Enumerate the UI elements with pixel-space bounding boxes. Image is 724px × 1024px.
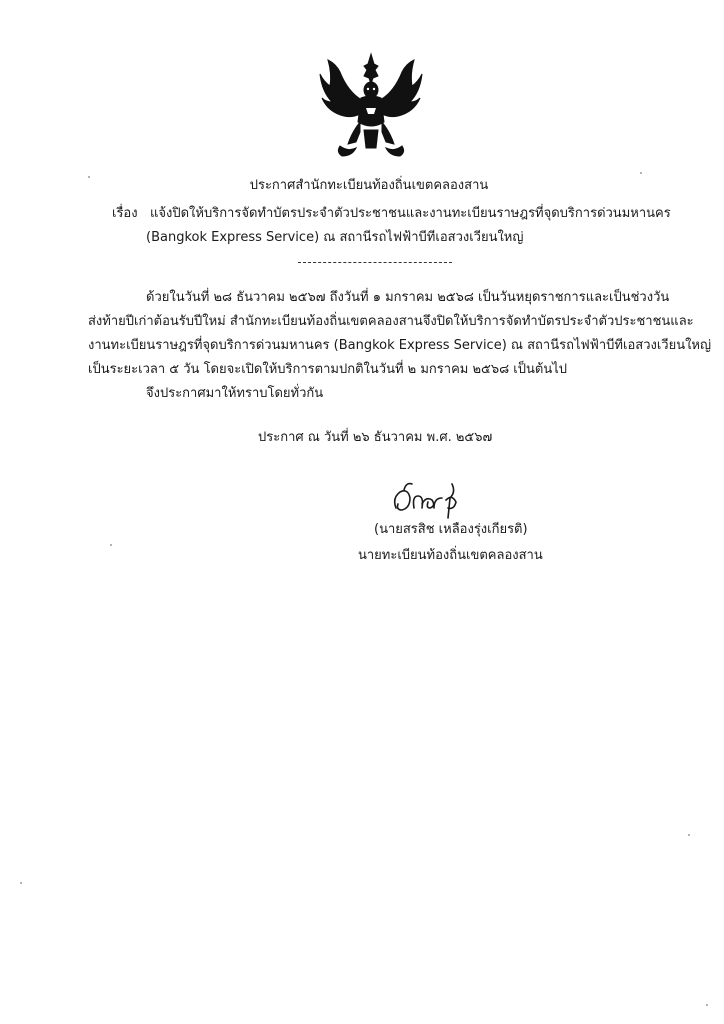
- subject-text-line-2: (Bangkok Express Service) ณ สถานีรถไฟฟ้าบีทีเอสวงเวียนใหญ่: [146, 230, 524, 245]
- body-paragraph: [88, 286, 712, 382]
- scan-speck: [706, 1004, 708, 1006]
- announcement-heading: ประกาศสำนักทะเบียนท้องถิ่นเขตคลองสาน: [249, 178, 489, 193]
- signer-name: (นายสรสิช เหลืองรุ่งเกียรติ): [374, 522, 528, 537]
- body-line-3: งานทะเบียนราษฎรที่จุดบริการด่วนมหานคร (Bangkok Express Service) ณ สถานีรถไฟฟ้าบีทีเอสวงเวียนใหญ่: [88, 338, 712, 353]
- closing-statement: จึงประกาศมาให้ทราบโดยทั่วกัน: [146, 386, 324, 401]
- scan-speck: [640, 172, 642, 174]
- garuda-emblem-icon: [318, 52, 424, 160]
- scan-speck: [688, 834, 690, 836]
- subject-text-line-1: แจ้งปิดให้บริการจัดทำบัตรประจำตัวประชาชนและงานทะเบียนราษฎรที่จุดบริการด่วนมหานคร: [150, 206, 671, 221]
- section-divider: [298, 262, 452, 263]
- announcement-date: ประกาศ ณ วันที่ ๒๖ ธันวาคม พ.ศ. ๒๕๖๗: [258, 430, 493, 445]
- subject-label: เรื่อง: [112, 206, 138, 221]
- body-line-4: เป็นระยะเวลา ๕ วัน โดยจะเปิดให้บริการตามปกติในวันที่ ๒ มกราคม ๒๕๖๘ เป็นต้นไป: [88, 362, 568, 377]
- signer-title: นายทะเบียนท้องถิ่นเขตคลองสาน: [358, 548, 543, 563]
- scan-speck: [88, 176, 90, 178]
- handwritten-signature: [390, 478, 462, 522]
- body-line-2: ส่งท้ายปีเก่าต้อนรับปีใหม่ สำนักทะเบียนท้องถิ่นเขตคลองสานจึงปิดให้บริการจัดทำบัตรประจำตัวประชาชนและ: [88, 314, 694, 329]
- scan-speck: [110, 544, 112, 546]
- scan-speck: [20, 882, 22, 884]
- body-line-1: ด้วยในวันที่ ๒๘ ธันวาคม ๒๕๖๗ ถึงวันที่ ๑ มกราคม ๒๕๖๘ เป็นวันหยุดราชการและเป็นช่วงวัน: [146, 290, 670, 305]
